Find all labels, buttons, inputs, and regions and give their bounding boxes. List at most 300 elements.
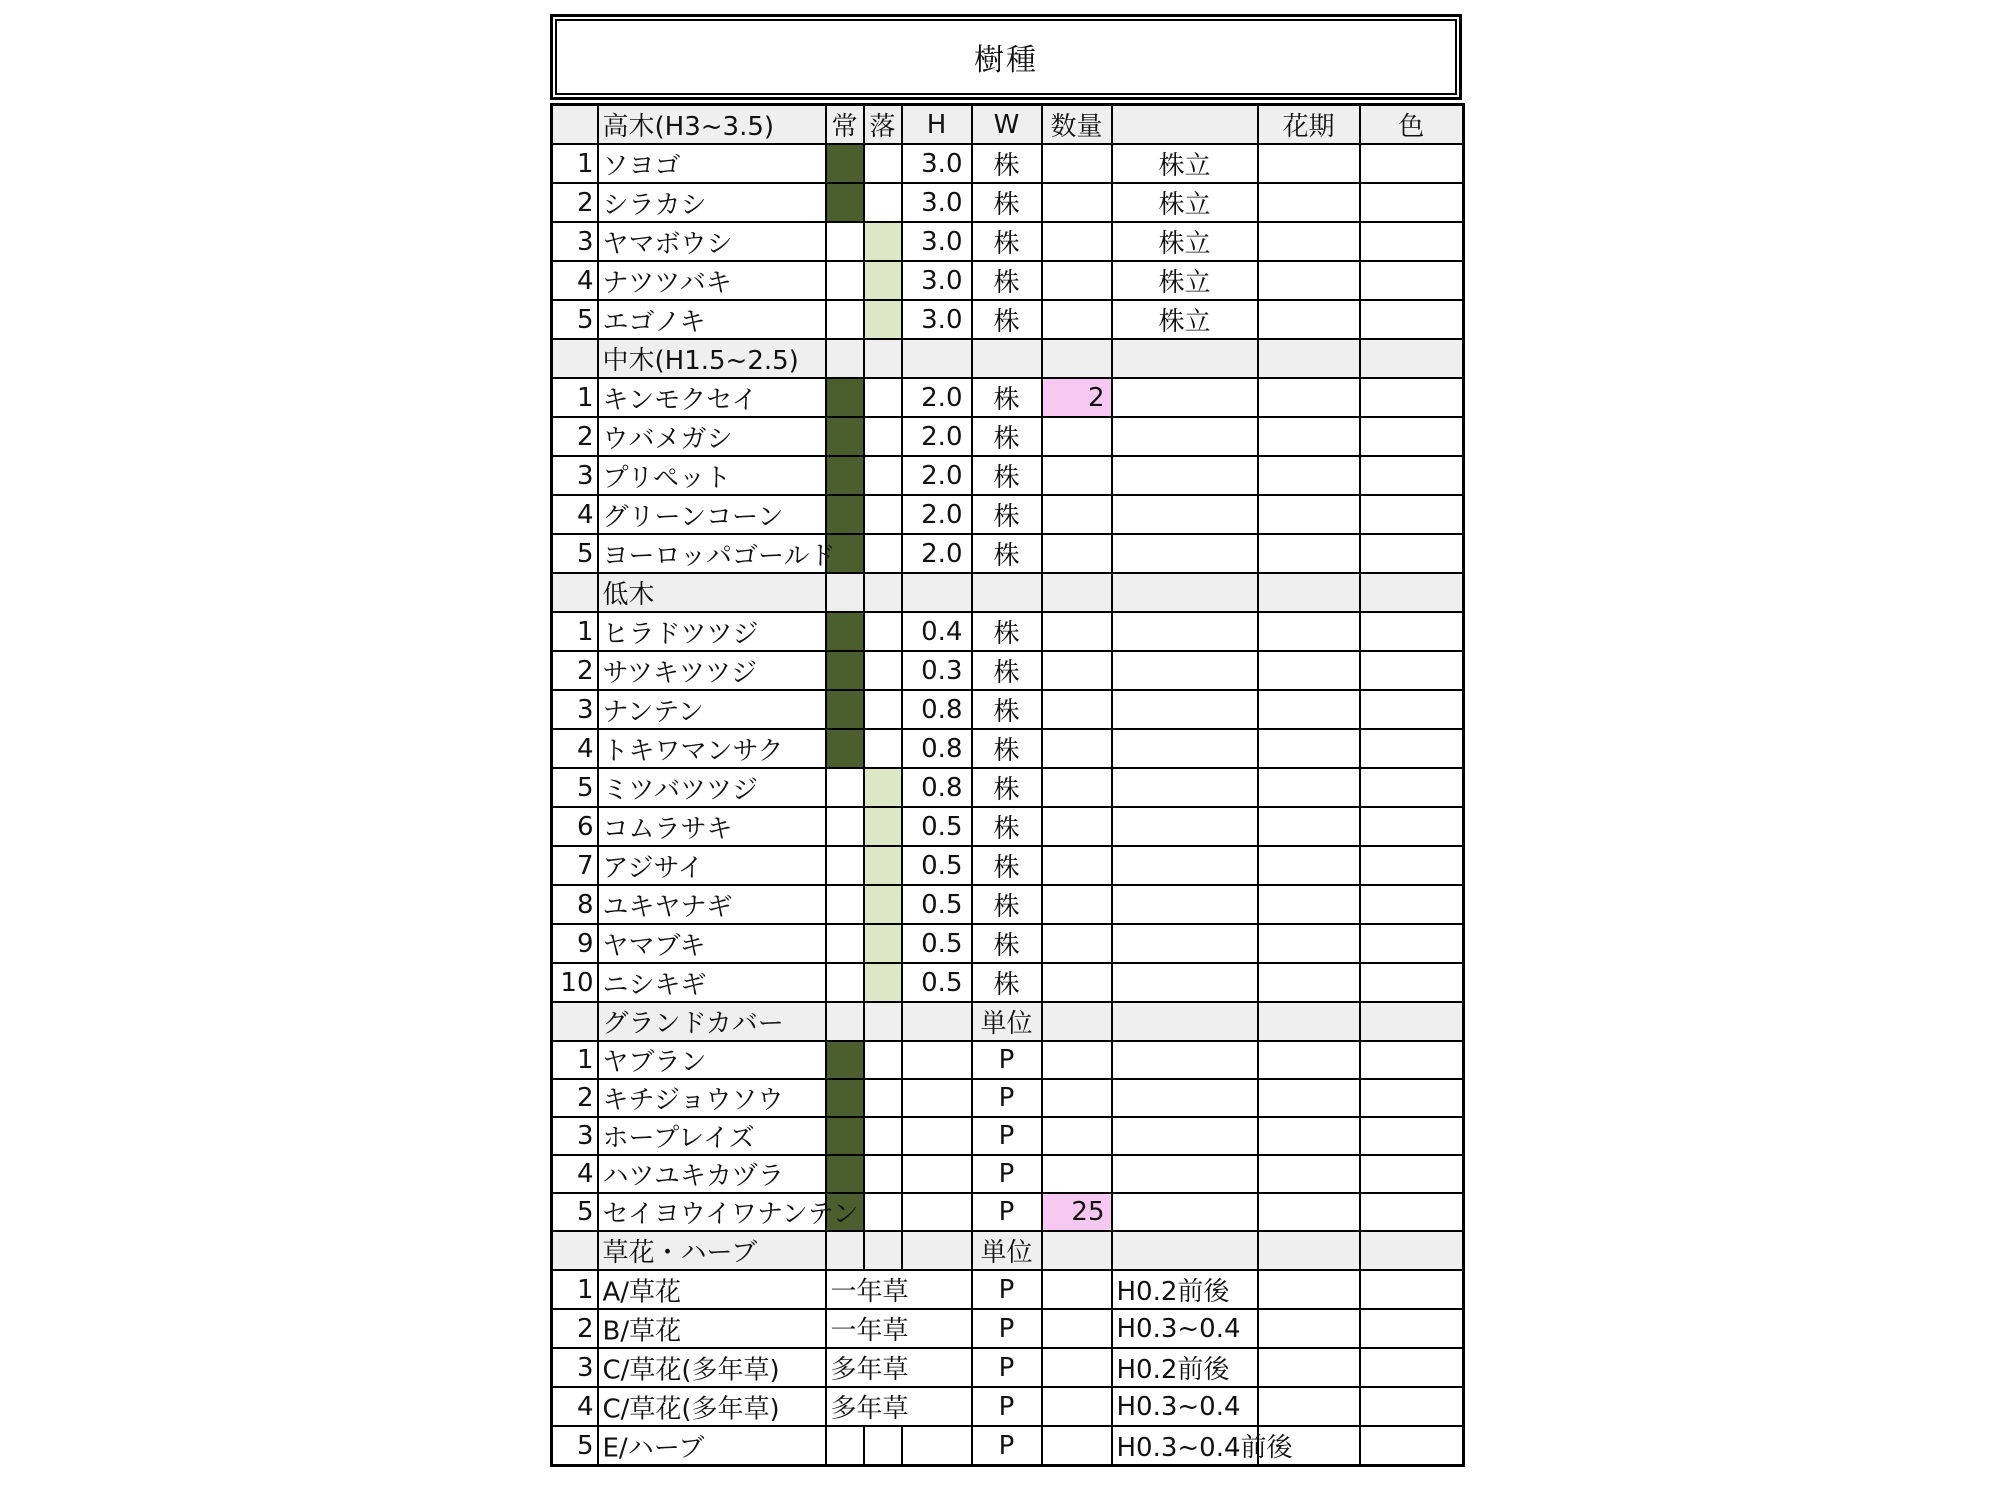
height-cell: 2.0 [902,456,972,495]
note-cell: H0.3~0.4 [1112,1309,1258,1348]
deciduous-cell [864,417,902,456]
row-number: 1 [552,1270,598,1309]
quantity-cell: 25 [1042,1193,1112,1231]
evergreen-cell [826,456,864,495]
deciduous-cell [864,378,902,417]
plant-name-cell [598,183,826,222]
note-cell [1112,729,1258,768]
color-cell [1360,534,1464,573]
section-deciduous-cell [864,1231,902,1270]
height-cell: 0.5 [902,885,972,924]
header-w-cell: W [972,105,1042,145]
row-number: 3 [552,690,598,729]
quantity-cell [1042,1155,1112,1193]
note-cell [1112,885,1258,924]
note-cell [1112,378,1258,417]
plant-name: E/ハーブ [602,1433,705,1463]
plant-name-cell [598,261,826,300]
section-no-cell [552,1002,598,1041]
deciduous-cell [864,768,902,807]
bloom-cell [1258,1426,1360,1466]
plant-name: B/草花 [602,1316,682,1346]
plant-name: A/草花 [602,1277,682,1307]
width-unit-cell: 株 [972,495,1042,534]
color-cell [1360,1193,1464,1231]
bloom-cell [1258,1155,1360,1193]
note-cell [1112,417,1258,456]
quantity-cell: 2 [1042,378,1112,417]
deciduous-cell [864,144,902,183]
row-number: 4 [552,495,598,534]
color-cell [1360,885,1464,924]
plant-name-cell [598,1426,826,1466]
section-note-cell [1112,339,1258,378]
deciduous-cell [864,456,902,495]
height-cell: 3.0 [902,261,972,300]
bloom-cell [1258,885,1360,924]
note-cell [1112,1079,1258,1117]
plant-name-cell [598,729,826,768]
plant-name-cell [598,1117,826,1155]
color-cell [1360,1155,1464,1193]
deciduous-cell [864,807,902,846]
note-cell: 株立 [1112,144,1258,183]
bloom-cell [1258,768,1360,807]
evergreen-cell [826,417,864,456]
width-unit-cell: P [972,1348,1042,1387]
header-deciduous-cell: 落 [864,105,902,145]
quantity-cell [1042,222,1112,261]
note-cell: H0.3~0.4 [1112,1387,1258,1426]
header-h-cell: H [902,105,972,145]
deciduous-cell [864,885,902,924]
color-cell [1360,1387,1464,1426]
evergreen-cell [826,1117,864,1155]
plant-name: ウバメガシ [602,424,733,454]
evergreen-cell [826,300,864,339]
section-unit-label: 単位 [972,1002,1042,1041]
table-row [552,729,1464,768]
height-cell: 2.0 [902,378,972,417]
section-bloom-cell [1258,1002,1360,1041]
table-row [552,651,1464,690]
deciduous-cell [864,1117,902,1155]
width-unit-cell: P [972,1426,1042,1466]
color-cell [1360,612,1464,651]
row-number: 1 [552,378,598,417]
note-cell [1112,846,1258,885]
color-cell [1360,1041,1464,1079]
color-cell [1360,768,1464,807]
plant-name-cell [598,924,826,963]
quantity-cell [1042,261,1112,300]
plant-table-body [552,105,1464,1466]
plant-name: シラカシ [602,190,707,220]
deciduous-cell [864,1155,902,1193]
quantity-cell [1042,1041,1112,1079]
plant-name-cell [598,456,826,495]
note-cell [1112,1193,1258,1231]
width-unit-cell: P [972,1041,1042,1079]
bloom-cell [1258,417,1360,456]
height-cell: 2.0 [902,417,972,456]
width-unit-cell: 株 [972,261,1042,300]
bloom-cell [1258,1117,1360,1155]
plant-name: コムラサキ [602,814,733,844]
bloom-cell [1258,807,1360,846]
section-qty-cell [1042,1231,1112,1270]
note-cell [1112,924,1258,963]
table-row [552,300,1464,339]
color-cell [1360,963,1464,1002]
section-label: 低木 [598,573,826,612]
plant-name-cell [598,1387,826,1426]
note-cell [1112,1117,1258,1155]
plant-name: ホープレイズ [602,1123,755,1154]
width-unit-cell: 株 [972,690,1042,729]
evergreen-cell [826,1426,864,1466]
width-unit-cell: P [972,1117,1042,1155]
evergreen-cell [826,378,864,417]
row-number: 10 [552,963,598,1002]
section-h-cell [902,1231,972,1270]
plant-name: ソヨゴ [602,151,681,181]
plant-name-cell [598,885,826,924]
width-unit-cell: 株 [972,300,1042,339]
color-cell [1360,807,1464,846]
evergreen-cell [826,768,864,807]
deciduous-cell [864,651,902,690]
section-deciduous-cell [864,339,902,378]
bloom-cell [1258,144,1360,183]
bloom-cell [1258,690,1360,729]
plant-name-cell [598,651,826,690]
section-qty-cell [1042,573,1112,612]
deciduous-cell [864,612,902,651]
table-row [552,456,1464,495]
plant-name: ナンテン [602,697,704,727]
section-color-cell [1360,339,1464,378]
deciduous-cell [864,261,902,300]
section-header-row [552,573,1464,612]
deciduous-cell [864,1426,902,1466]
note-cell [1112,690,1258,729]
color-cell [1360,846,1464,885]
bloom-cell [1258,1309,1360,1348]
quantity-cell [1042,1117,1112,1155]
evergreen-cell [826,222,864,261]
table-row [552,846,1464,885]
quantity-cell [1042,846,1112,885]
note-cell [1112,768,1258,807]
row-number: 1 [552,612,598,651]
quantity-cell [1042,1270,1112,1309]
table-row [552,924,1464,963]
plant-name-cell [598,1309,826,1348]
quantity-cell [1042,1387,1112,1426]
row-number: 4 [552,729,598,768]
bloom-cell [1258,183,1360,222]
plant-name: ニシキギ [602,970,707,1000]
row-number: 3 [552,222,598,261]
bloom-cell [1258,846,1360,885]
evergreen-cell [826,1041,864,1079]
width-unit-cell: P [972,1193,1042,1231]
row-number: 5 [552,768,598,807]
section-color-cell [1360,573,1464,612]
plant-list-sheet [550,14,1462,1467]
section-no-cell [552,573,598,612]
section-qty-cell [1042,1002,1112,1041]
section-label: 草花・ハーブ [598,1231,826,1270]
plant-name-cell [598,378,826,417]
evergreen-cell [826,144,864,183]
width-unit-cell: 株 [972,963,1042,1002]
section-evergreen-cell [826,339,864,378]
evergreen-cell [826,885,864,924]
table-row [552,222,1464,261]
deciduous-cell [864,963,902,1002]
quantity-cell [1042,1079,1112,1117]
table-row [552,1426,1464,1466]
quantity-cell [1042,768,1112,807]
bloom-cell [1258,1348,1360,1387]
table-row [552,261,1464,300]
quantity-cell [1042,729,1112,768]
color-cell [1360,495,1464,534]
height-cell [902,1041,972,1079]
row-number: 4 [552,1155,598,1193]
width-unit-cell: 株 [972,846,1042,885]
bloom-cell [1258,456,1360,495]
plant-name: C/草花(多年草) [602,1355,780,1385]
height-cell [902,1079,972,1117]
height-cell: 0.5 [902,924,972,963]
section-qty-cell [1042,339,1112,378]
note-cell: 株立 [1112,183,1258,222]
plant-name-cell [598,1193,859,1231]
table-row [552,144,1464,183]
width-unit-cell: 株 [972,885,1042,924]
note-cell [1112,963,1258,1002]
quantity-cell [1042,651,1112,690]
color-cell [1360,924,1464,963]
bloom-cell [1258,222,1360,261]
evergreen-cell [826,963,864,1002]
section-evergreen-cell [826,1002,864,1041]
header-row [552,105,1464,145]
width-unit-cell: P [972,1079,1042,1117]
deciduous-cell [864,690,902,729]
height-cell [902,1117,972,1155]
plant-kind: 一年草 [830,1277,909,1307]
color-cell [1360,1309,1464,1348]
row-number: 2 [552,651,598,690]
deciduous-cell [864,183,902,222]
row-number: 2 [552,1309,598,1348]
header-name-cell: 高木(H3~3.5) [598,105,826,145]
plant-kind-cell [826,1348,972,1387]
table-row [552,534,1464,573]
color-cell [1360,1270,1464,1309]
quantity-cell [1042,495,1112,534]
plant-name-cell [598,300,826,339]
note-cell [1112,612,1258,651]
plant-name: キチジョウソウ [602,1085,784,1116]
plant-name-cell [598,222,826,261]
width-unit-cell: 株 [972,534,1042,573]
color-cell [1360,729,1464,768]
height-cell [902,1155,972,1193]
sheet-title: 樹種 [550,14,1462,100]
width-unit-cell: 株 [972,729,1042,768]
color-cell [1360,690,1464,729]
row-number: 4 [552,1387,598,1426]
bloom-cell [1258,963,1360,1002]
section-note-cell [1112,1002,1258,1041]
header-note-cell [1112,105,1258,145]
evergreen-cell [826,1155,864,1193]
width-unit-cell: 株 [972,222,1042,261]
width-unit-cell: 株 [972,924,1042,963]
deciduous-cell [864,1193,902,1231]
color-cell [1360,1426,1464,1466]
width-unit-cell: 株 [972,768,1042,807]
plant-name: ハツユキカヅラ [602,1161,784,1192]
row-number: 1 [552,144,598,183]
header-evergreen-cell: 常 [826,105,864,145]
table-row [552,417,1464,456]
bloom-cell [1258,1079,1360,1117]
row-number: 2 [552,183,598,222]
height-cell: 3.0 [902,300,972,339]
header-qty-cell: 数量 [1042,105,1112,145]
evergreen-cell [826,183,864,222]
evergreen-cell [826,651,864,690]
plant-name-cell [598,417,826,456]
note-cell: 株立 [1112,300,1258,339]
height-cell: 0.8 [902,768,972,807]
evergreen-cell [826,1079,864,1117]
quantity-cell [1042,807,1112,846]
quantity-cell [1042,1348,1112,1387]
table-row [552,1117,1464,1155]
table-row [552,1387,1464,1426]
bloom-cell [1258,261,1360,300]
quantity-cell [1042,183,1112,222]
table-row [552,768,1464,807]
color-cell [1360,300,1464,339]
plant-name-cell [598,144,826,183]
note-cell [1112,1041,1258,1079]
plant-name-cell [598,846,826,885]
quantity-cell [1042,885,1112,924]
section-bloom-cell [1258,1231,1360,1270]
plant-name: ミツバツツジ [602,775,758,805]
evergreen-cell [826,612,864,651]
section-unit-label [972,573,1042,612]
height-cell [902,1193,972,1231]
section-unit-label: 単位 [972,1231,1042,1270]
section-h-cell [902,1002,972,1041]
header-no-cell [552,105,598,145]
width-unit-cell: P [972,1155,1042,1193]
section-h-cell [902,573,972,612]
row-number: 8 [552,885,598,924]
bloom-cell [1258,534,1360,573]
plant-name: ヤマボウシ [602,229,733,259]
evergreen-cell [826,261,864,300]
note-cell: 株立 [1112,222,1258,261]
plant-name: トキワマンサク [602,736,784,766]
width-unit-cell: 株 [972,417,1042,456]
width-unit-cell: P [972,1270,1042,1309]
note-cell: H0.2前後 [1112,1270,1258,1309]
width-unit-cell: 株 [972,612,1042,651]
row-number: 3 [552,456,598,495]
section-bloom-cell [1258,573,1360,612]
section-note-cell [1112,573,1258,612]
plant-kind: 多年草 [830,1355,909,1385]
plant-name-cell [598,768,826,807]
height-cell: 0.5 [902,807,972,846]
color-cell [1360,1079,1464,1117]
plant-name: アジサイ [602,853,704,883]
deciduous-cell [864,729,902,768]
bloom-cell [1258,1193,1360,1231]
plant-name: ヤブラン [602,1047,707,1078]
plant-name: ナツツバキ [602,268,732,298]
bloom-cell [1258,378,1360,417]
table-row [552,1079,1464,1117]
color-cell [1360,144,1464,183]
section-header-row [552,1002,1464,1041]
section-unit-label [972,339,1042,378]
bloom-cell [1258,1387,1360,1426]
table-row [552,885,1464,924]
width-unit-cell: 株 [972,651,1042,690]
table-row [552,1155,1464,1193]
quantity-cell [1042,144,1112,183]
evergreen-cell [826,690,864,729]
plant-name-cell [598,1155,826,1193]
height-cell: 2.0 [902,534,972,573]
deciduous-cell [864,924,902,963]
plant-name: ヒラドツツジ [602,619,759,649]
deciduous-cell [864,534,902,573]
bloom-cell [1258,1270,1360,1309]
bloom-cell [1258,651,1360,690]
quantity-cell [1042,417,1112,456]
plant-name: セイヨウイワナンテン [602,1199,859,1230]
height-cell: 0.5 [902,963,972,1002]
row-number: 5 [552,534,598,573]
section-header-row [552,339,1464,378]
color-cell [1360,651,1464,690]
note-cell [1112,495,1258,534]
evergreen-cell [826,846,864,885]
plant-name-cell [598,807,826,846]
plant-name-cell [598,612,826,651]
section-note-cell [1112,1231,1258,1270]
plant-kind-cell [826,1270,972,1309]
bloom-cell [1258,729,1360,768]
table-row [552,690,1464,729]
section-label: グランドカバー [598,1002,826,1041]
color-cell [1360,456,1464,495]
deciduous-cell [864,846,902,885]
row-number: 3 [552,1117,598,1155]
